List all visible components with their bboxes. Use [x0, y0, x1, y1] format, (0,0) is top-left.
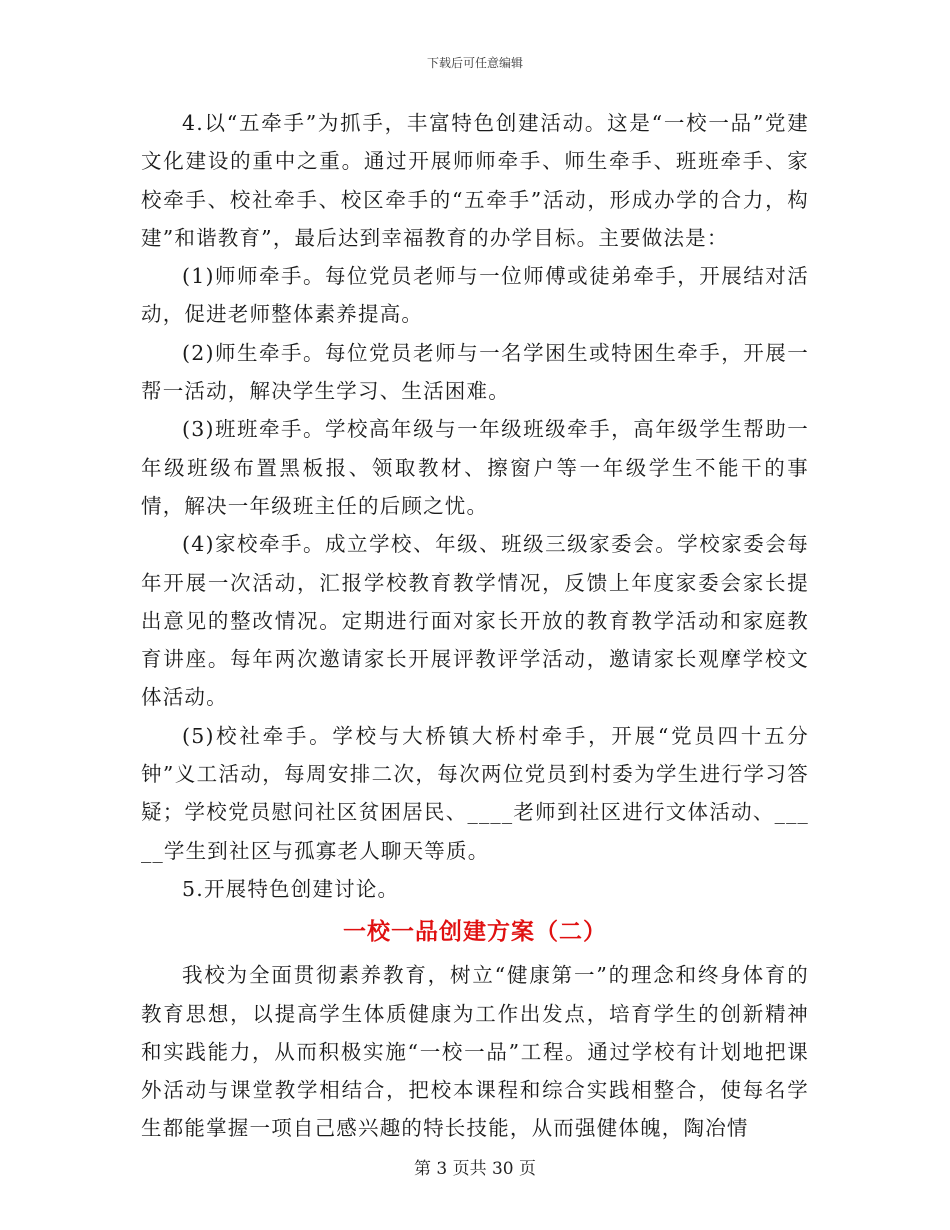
paragraph-item-5: 5.开展特色创建讨论。 [182, 876, 400, 901]
paragraph-item-4: 4.以“五牵手”为抓手，丰富特色创建活动。这是“一校一品”党建文化建设的重中之重。通过开展师师牵手、师生牵手、班班牵手、家校牵手、校社牵手、校区牵手的“五牵手”活动，形成办学的合力，构建”和谐教育”，最后达到幸福教育的办学目标。主要做法是： [141, 111, 809, 250]
header-note: 下载后可任意编辑 [426, 56, 523, 70]
paragraph-teacher-teacher: (1)师师牵手。每位党员老师与一位师傅或徒弟牵手，开展结对活动，促进老师整体素养提高。 [141, 264, 809, 327]
page-number: 第 3 页共 30 页 [413, 1159, 537, 1179]
section-title: 一校一品创建方案（二） [343, 919, 607, 946]
paragraph-class-class: (3)班班牵手。学校高年级与一年级班级牵手，高年级学生帮助一年级班级布置黑板报、领取教材、擦窗户等一年级学生不能干的事情，解决一年级班主任的后顾之忧。 [141, 417, 809, 518]
document-body [141, 104, 809, 1148]
paragraph-intro: 我校为全面贯彻素养教育，树立“健康第一”的理念和终身体育的教育思想，以提高学生体质健康为工作出发点，培育学生的创新精神和实践能力，从而积极实施“一校一品”工程。通过学校有计划地把课外活动与课堂教学相结合，把校本课程和综合实践相整合，使每名学生都能掌握一项自己感兴趣的特长技能，从而强健体魄，陶冶情 [141, 963, 809, 1141]
paragraph-teacher-student: (2)师生牵手。每位党员老师与一名学困生或特困生牵手，开展一帮一活动，解决学生学习、生活困难。 [141, 340, 809, 404]
paragraph-school-community: (5)校社牵手。学校与大桥镇大桥村牵手，开展“党员四十五分钟”义工活动，每周安排二次，每次两位党员到村委为学生进行学习答疑；学校党员慰问社区贫困居民、____老师到社区进行文体活动、_____学生到社区与孤寡老人聊天等质。 [141, 723, 809, 863]
paragraph-home-school: (4)家校牵手。成立学校、年级、班级三级家委会。学校家委会每年开展一次活动，汇报学校教育教学情况，反馈上年度家委会家长提出意见的整改情况。定期进行面对家长开放的教育教学活动和家庭教育讲座。每年两次邀请家长开展评教评学活动，邀请家长观摩学校文体活动。 [141, 532, 809, 710]
